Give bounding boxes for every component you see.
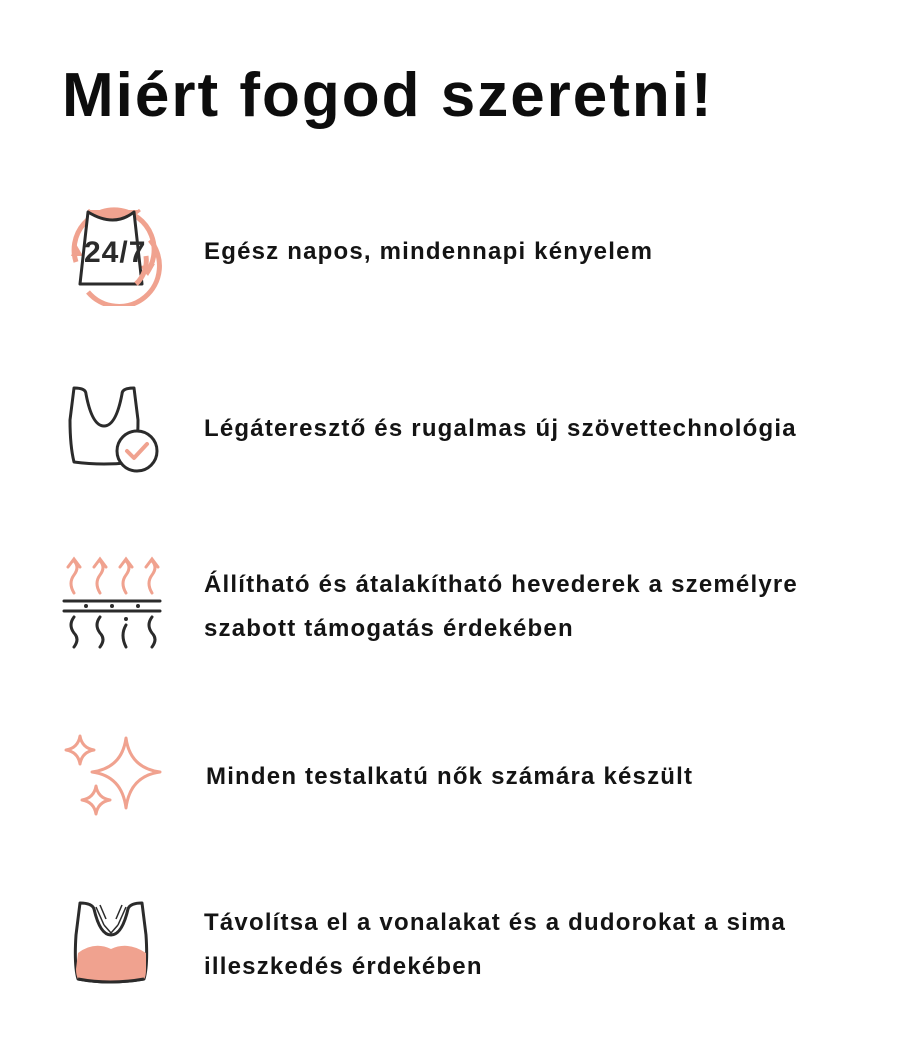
feature-line: Minden testalkatú nők számára készült — [206, 763, 694, 790]
feature-breathable-fabric — [0, 380, 900, 480]
breathable-fabric-icon — [60, 555, 170, 655]
page-title: Miért fogod szeretni! — [62, 61, 714, 130]
feature-text — [204, 901, 884, 989]
24-7-badge: 24/7 — [84, 236, 147, 269]
feature-line: Egész napos, mindennapi kényelem — [204, 238, 654, 265]
feature-text — [206, 755, 886, 799]
sparkles-icon — [58, 730, 168, 830]
feature-all-body-types — [0, 730, 900, 830]
feature-seamless-fit — [0, 895, 900, 995]
feature-text — [204, 563, 884, 651]
bra-check-icon — [60, 380, 170, 480]
feature-line: Légáteresztő és rugalmas új szövettechnológia — [204, 415, 797, 442]
feature-line: szabott támogatás érdekében — [204, 615, 574, 642]
feature-text — [204, 230, 884, 274]
feature-line: Állítható és átalakítható hevederek a személyre — [204, 571, 798, 598]
seamless-bra-icon — [66, 895, 166, 995]
feature-all-day-comfort — [0, 196, 900, 306]
feature-adjustable-straps — [0, 555, 900, 655]
feature-line: Távolítsa el a vonalakat és a dudorokat a sima — [204, 909, 787, 936]
feature-line: illeszkedés érdekében — [204, 953, 483, 980]
24-7-comfort-icon — [58, 196, 168, 306]
feature-text — [204, 407, 884, 451]
